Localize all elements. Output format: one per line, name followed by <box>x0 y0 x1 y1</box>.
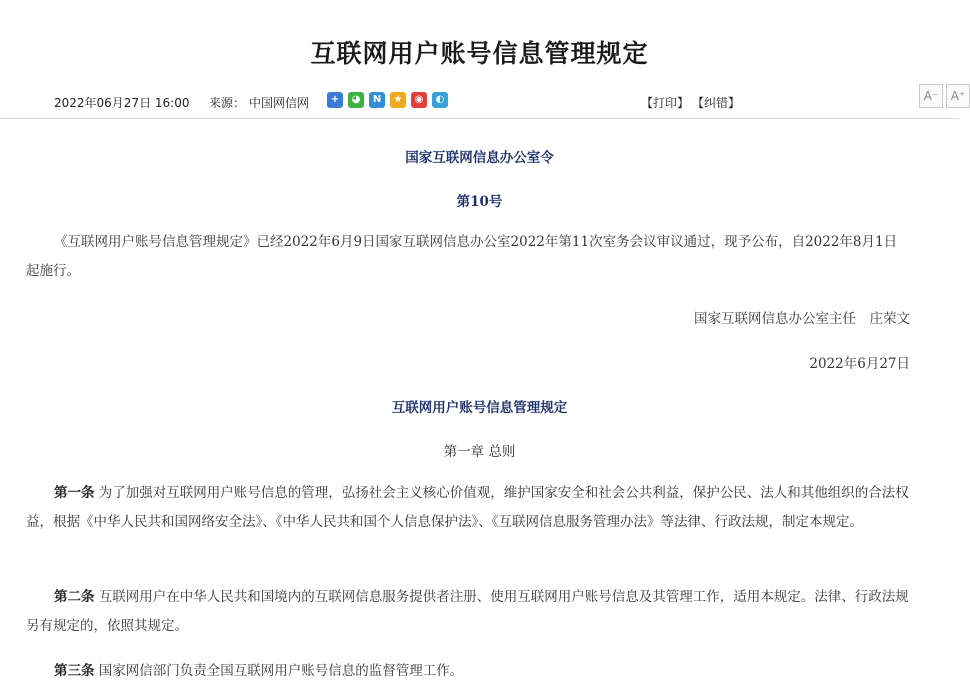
publish-date: 2022年06月27日 16:00 <box>54 96 190 110</box>
plus-share-icon[interactable]: + <box>327 92 343 108</box>
order-body: 《互联网用户账号信息管理规定》已经2022年6月9日国家互联网信息办公室2022年第11次室务会议审议通过，现予公布，自2022年8月1日起施行。 <box>26 234 898 279</box>
tencent-weibo-icon[interactable]: ◐ <box>432 92 448 108</box>
order-issuer: 国家互联网信息办公室令 <box>405 150 554 166</box>
article-2 <box>26 583 910 641</box>
order-number: 第10号 <box>456 194 503 210</box>
header-divider <box>0 118 959 119</box>
order-signer: 国家互联网信息办公室主任 庄荣文 <box>694 311 910 327</box>
article-text: 国家网信部门负责全国互联网用户账号信息的监督管理工作。 <box>98 663 464 679</box>
source-label: 来源： <box>209 96 246 110</box>
font-decrease-button[interactable]: A⁻ <box>919 84 943 108</box>
page-title: 互联网用户账号信息管理规定 <box>310 39 649 68</box>
source-value: 中国网信网 <box>249 96 310 110</box>
article-label: 第一条 <box>54 485 95 501</box>
font-increase-button[interactable]: A⁺ <box>946 84 970 108</box>
article-1 <box>26 479 910 537</box>
share-bar <box>327 92 448 108</box>
qzone-icon[interactable]: ★ <box>390 92 406 108</box>
article-3 <box>26 657 910 686</box>
wechat-icon[interactable]: ◕ <box>348 92 364 108</box>
article-label: 第三条 <box>54 663 95 679</box>
order-sign-date: 2022年6月27日 <box>809 356 910 372</box>
weibo-icon[interactable]: ◉ <box>411 92 427 108</box>
article-text: 为了加强对互联网用户账号信息的管理，弘扬社会主义核心价值观，维护国家安全和社会公共利益，保护公民、法人和其他组织的合法权益，根据《中华人民共和国网络安全法》、《中华人民共和国个人信息保护法》、《互联网信息服务管理办法》等法律、行政法规，制定本规定。 <box>26 485 909 530</box>
article-text: 互联网用户在中华人民共和国境内的互联网信息服务提供者注册、使用互联网用户账号信息及其管理工作，适用本规定。法律、行政法规另有规定的，依照其规定。 <box>26 589 909 634</box>
print-link[interactable]: 【打印】 <box>641 96 690 110</box>
chapter-heading: 第一章 总则 <box>443 444 516 460</box>
article-meta-bar <box>0 92 959 112</box>
netease-icon[interactable]: N <box>369 92 385 108</box>
correct-link[interactable]: 【纠错】 <box>692 96 741 110</box>
article-label: 第二条 <box>54 589 95 605</box>
regulation-title: 互联网用户账号信息管理规定 <box>391 400 568 416</box>
